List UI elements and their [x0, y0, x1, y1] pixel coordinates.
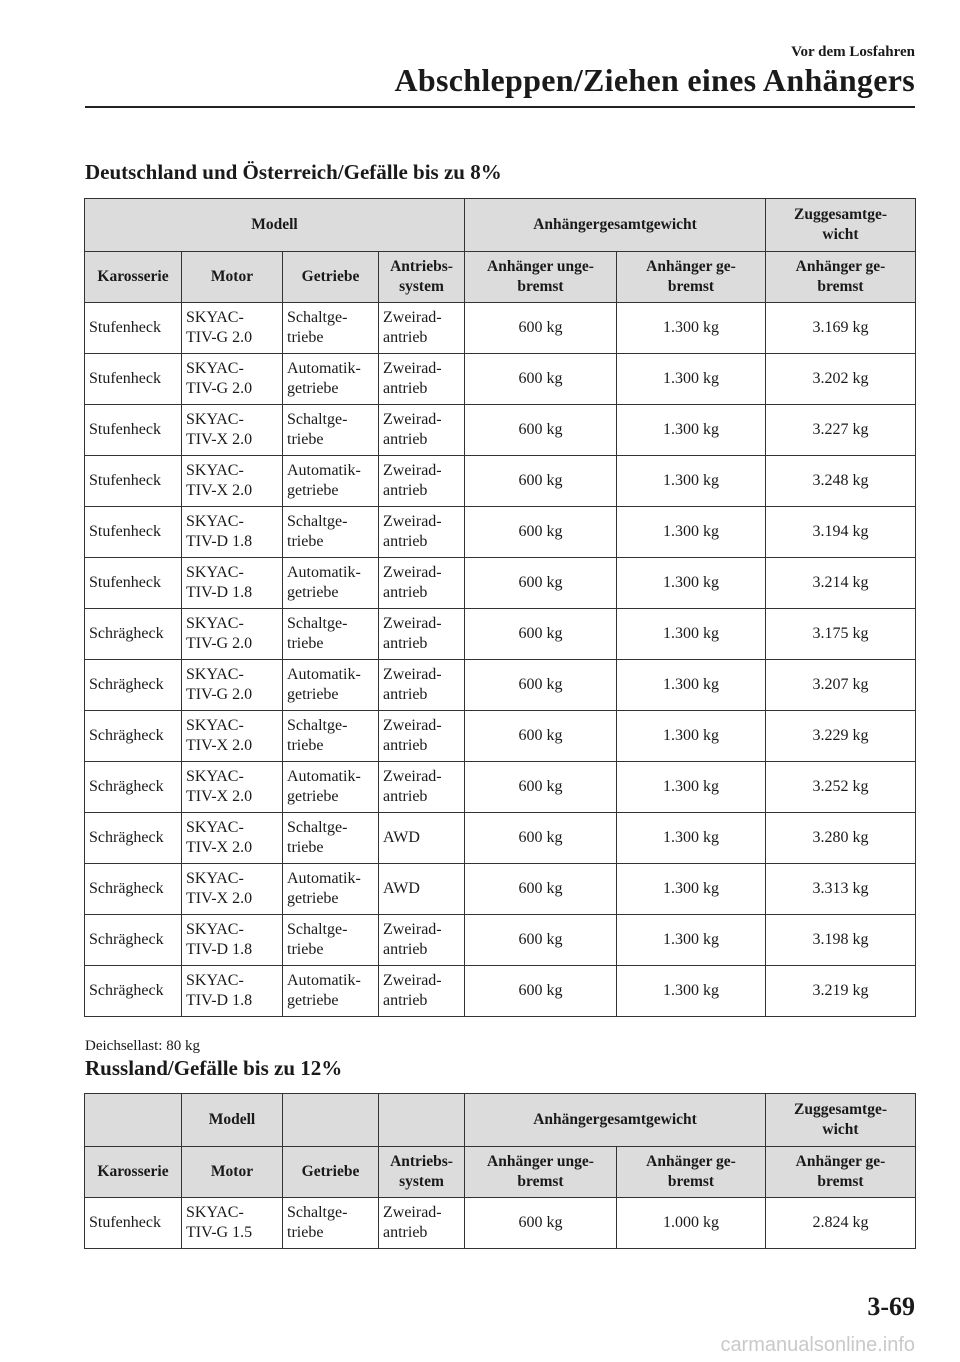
cell-ungebremst: 600 kg: [465, 864, 617, 915]
group-header-modell: Modell: [182, 1094, 283, 1147]
column-header-gebremst: Anhänger ge- bremst: [617, 1147, 766, 1198]
cell-getriebe: Automatik- getriebe: [283, 966, 379, 1017]
cell-gebremst: 1.000 kg: [617, 1198, 766, 1249]
cell-motor: SKYAC- TIV-D 1.8: [182, 966, 283, 1017]
cell-zuggesamtgewicht: 3.252 kg: [766, 762, 916, 813]
cell-zuggesamtgewicht: 3.169 kg: [766, 303, 916, 354]
cell-antriebssystem: Zweirad- antrieb: [379, 1198, 465, 1249]
table1-title: Deutschland und Österreich/Gefälle bis zu 8%: [85, 160, 502, 184]
column-header-getriebe: Getriebe: [283, 252, 379, 303]
column-header-zuggesamtgewicht: Anhänger ge- bremst: [766, 1147, 916, 1198]
towing-table-de-at: [84, 198, 916, 1017]
cell-gebremst: 1.300 kg: [617, 864, 766, 915]
column-header-ungebremst: Anhänger unge- bremst: [465, 1147, 617, 1198]
cell-getriebe: Automatik- getriebe: [283, 762, 379, 813]
group-header-modell: Modell: [85, 199, 465, 252]
column-header-antriebssystem: Antriebs- system: [379, 252, 465, 303]
page-title: Abschleppen/Ziehen eines Anhängers: [394, 62, 915, 98]
cell-karosserie: Stufenheck: [85, 303, 182, 354]
cell-getriebe: Automatik- getriebe: [283, 354, 379, 405]
cell-gebremst: 1.300 kg: [617, 660, 766, 711]
cell-motor: SKYAC- TIV-X 2.0: [182, 813, 283, 864]
table-row: [85, 405, 916, 456]
cell-zuggesamtgewicht: 3.313 kg: [766, 864, 916, 915]
cell-getriebe: Schaltge- triebe: [283, 507, 379, 558]
cell-antriebssystem: Zweirad- antrieb: [379, 303, 465, 354]
cell-motor: SKYAC- TIV-G 2.0: [182, 354, 283, 405]
cell-antriebssystem: Zweirad- antrieb: [379, 966, 465, 1017]
cell-zuggesamtgewicht: 3.219 kg: [766, 966, 916, 1017]
footer-watermark: carmanualsonline.info: [720, 1334, 915, 1356]
cell-zuggesamtgewicht: 3.214 kg: [766, 558, 916, 609]
cell-motor: SKYAC- TIV-D 1.8: [182, 915, 283, 966]
cell-getriebe: Schaltge- triebe: [283, 609, 379, 660]
column-header-karosserie: Karosserie: [85, 1147, 182, 1198]
cell-ungebremst: 600 kg: [465, 558, 617, 609]
cell-antriebssystem: Zweirad- antrieb: [379, 354, 465, 405]
cell-ungebremst: 600 kg: [465, 507, 617, 558]
cell-motor: SKYAC- TIV-G 2.0: [182, 609, 283, 660]
cell-ungebremst: 600 kg: [465, 966, 617, 1017]
cell-zuggesamtgewicht: 3.248 kg: [766, 456, 916, 507]
table-row: [85, 507, 916, 558]
cell-ungebremst: 600 kg: [465, 303, 617, 354]
cell-ungebremst: 600 kg: [465, 762, 617, 813]
cell-motor: SKYAC- TIV-X 2.0: [182, 711, 283, 762]
cell-karosserie: Stufenheck: [85, 354, 182, 405]
cell-getriebe: Schaltge- triebe: [283, 813, 379, 864]
column-header-zuggesamtgewicht: Anhänger ge- bremst: [766, 252, 916, 303]
cell-ungebremst: 600 kg: [465, 915, 617, 966]
cell-antriebssystem: Zweirad- antrieb: [379, 915, 465, 966]
cell-gebremst: 1.300 kg: [617, 711, 766, 762]
cell-ungebremst: 600 kg: [465, 660, 617, 711]
cell-ungebremst: 600 kg: [465, 456, 617, 507]
table-row: [85, 813, 916, 864]
page-number: 3-69: [867, 1292, 915, 1321]
column-header-motor: Motor: [182, 1147, 283, 1198]
cell-zuggesamtgewicht: 2.824 kg: [766, 1198, 916, 1249]
cell-gebremst: 1.300 kg: [617, 354, 766, 405]
cell-antriebssystem: Zweirad- antrieb: [379, 762, 465, 813]
table-row: [85, 762, 916, 813]
cell-motor: SKYAC- TIV-D 1.8: [182, 507, 283, 558]
cell-zuggesamtgewicht: 3.280 kg: [766, 813, 916, 864]
cell-ungebremst: 600 kg: [465, 1198, 617, 1249]
table-row: [85, 915, 916, 966]
cell-zuggesamtgewicht: 3.227 kg: [766, 405, 916, 456]
cell-antriebssystem: Zweirad- antrieb: [379, 609, 465, 660]
cell-zuggesamtgewicht: 3.229 kg: [766, 711, 916, 762]
table-row: [85, 1198, 916, 1249]
cell-antriebssystem: Zweirad- antrieb: [379, 558, 465, 609]
table-row: [85, 864, 916, 915]
cell-ungebremst: 600 kg: [465, 405, 617, 456]
cell-motor: SKYAC- TIV-X 2.0: [182, 762, 283, 813]
cell-getriebe: Automatik- getriebe: [283, 864, 379, 915]
cell-ungebremst: 600 kg: [465, 813, 617, 864]
cell-ungebremst: 600 kg: [465, 609, 617, 660]
table-row: [85, 558, 916, 609]
cell-motor: SKYAC- TIV-D 1.8: [182, 558, 283, 609]
table-row: [85, 609, 916, 660]
cell-gebremst: 1.300 kg: [617, 609, 766, 660]
table-row: [85, 354, 916, 405]
cell-zuggesamtgewicht: 3.175 kg: [766, 609, 916, 660]
cell-motor: SKYAC- TIV-G 2.0: [182, 303, 283, 354]
cell-karosserie: Schrägheck: [85, 915, 182, 966]
cell-karosserie: Schrägheck: [85, 609, 182, 660]
cell-antriebssystem: Zweirad- antrieb: [379, 711, 465, 762]
cell-zuggesamtgewicht: 3.194 kg: [766, 507, 916, 558]
cell-motor: SKYAC- TIV-G 1.5: [182, 1198, 283, 1249]
cell-karosserie: Stufenheck: [85, 456, 182, 507]
column-header-karosserie: Karosserie: [85, 252, 182, 303]
towing-table-russia: [84, 1093, 916, 1249]
cell-ungebremst: 600 kg: [465, 711, 617, 762]
cell-zuggesamtgewicht: 3.198 kg: [766, 915, 916, 966]
cell-getriebe: Schaltge- triebe: [283, 303, 379, 354]
cell-getriebe: Schaltge- triebe: [283, 1198, 379, 1249]
column-header-antriebssystem: Antriebs- system: [379, 1147, 465, 1198]
group-header-blank: [85, 1094, 182, 1147]
cell-gebremst: 1.300 kg: [617, 762, 766, 813]
cell-karosserie: Stufenheck: [85, 507, 182, 558]
column-header-ungebremst: Anhänger unge- bremst: [465, 252, 617, 303]
group-header-anhaengergesamtgewicht: Anhängergesamtgewicht: [465, 199, 766, 252]
cell-antriebssystem: AWD: [379, 813, 465, 864]
cell-antriebssystem: AWD: [379, 864, 465, 915]
table-row: [85, 303, 916, 354]
cell-getriebe: Automatik- getriebe: [283, 660, 379, 711]
cell-getriebe: Schaltge- triebe: [283, 915, 379, 966]
cell-gebremst: 1.300 kg: [617, 558, 766, 609]
cell-motor: SKYAC- TIV-G 2.0: [182, 660, 283, 711]
group-header-zuggesamtgewicht: Zuggesamtge- wicht: [766, 199, 916, 252]
cell-gebremst: 1.300 kg: [617, 966, 766, 1017]
column-header-gebremst: Anhänger ge- bremst: [617, 252, 766, 303]
table-row: [85, 966, 916, 1017]
table-row: [85, 711, 916, 762]
cell-gebremst: 1.300 kg: [617, 915, 766, 966]
cell-antriebssystem: Zweirad- antrieb: [379, 456, 465, 507]
cell-karosserie: Schrägheck: [85, 660, 182, 711]
cell-getriebe: Schaltge- triebe: [283, 711, 379, 762]
cell-gebremst: 1.300 kg: [617, 303, 766, 354]
cell-antriebssystem: Zweirad- antrieb: [379, 660, 465, 711]
cell-karosserie: Stufenheck: [85, 405, 182, 456]
cell-motor: SKYAC- TIV-X 2.0: [182, 456, 283, 507]
cell-motor: SKYAC- TIV-X 2.0: [182, 405, 283, 456]
cell-karosserie: Schrägheck: [85, 711, 182, 762]
cell-karosserie: Stufenheck: [85, 558, 182, 609]
cell-antriebssystem: Zweirad- antrieb: [379, 507, 465, 558]
cell-antriebssystem: Zweirad- antrieb: [379, 405, 465, 456]
tongue-load-note: Deichsellast: 80 kg: [85, 1038, 200, 1054]
cell-gebremst: 1.300 kg: [617, 405, 766, 456]
group-header-blank: [283, 1094, 379, 1147]
column-header-getriebe: Getriebe: [283, 1147, 379, 1198]
cell-karosserie: Schrägheck: [85, 762, 182, 813]
section-label: Vor dem Losfahren: [791, 44, 915, 60]
cell-karosserie: Stufenheck: [85, 1198, 182, 1249]
cell-getriebe: Schaltge- triebe: [283, 405, 379, 456]
cell-getriebe: Automatik- getriebe: [283, 456, 379, 507]
cell-motor: SKYAC- TIV-X 2.0: [182, 864, 283, 915]
table2-title: Russland/Gefälle bis zu 12%: [85, 1056, 343, 1080]
table-row: [85, 456, 916, 507]
column-header-motor: Motor: [182, 252, 283, 303]
cell-gebremst: 1.300 kg: [617, 813, 766, 864]
cell-karosserie: Schrägheck: [85, 813, 182, 864]
group-header-zuggesamtgewicht: Zuggesamtge- wicht: [766, 1094, 916, 1147]
cell-gebremst: 1.300 kg: [617, 456, 766, 507]
cell-gebremst: 1.300 kg: [617, 507, 766, 558]
cell-karosserie: Schrägheck: [85, 966, 182, 1017]
header-divider: [85, 106, 915, 108]
cell-zuggesamtgewicht: 3.202 kg: [766, 354, 916, 405]
cell-ungebremst: 600 kg: [465, 354, 617, 405]
table-row: [85, 660, 916, 711]
group-header-blank: [379, 1094, 465, 1147]
cell-zuggesamtgewicht: 3.207 kg: [766, 660, 916, 711]
cell-karosserie: Schrägheck: [85, 864, 182, 915]
group-header-anhaengergesamtgewicht: Anhängergesamtgewicht: [465, 1094, 766, 1147]
cell-getriebe: Automatik- getriebe: [283, 558, 379, 609]
